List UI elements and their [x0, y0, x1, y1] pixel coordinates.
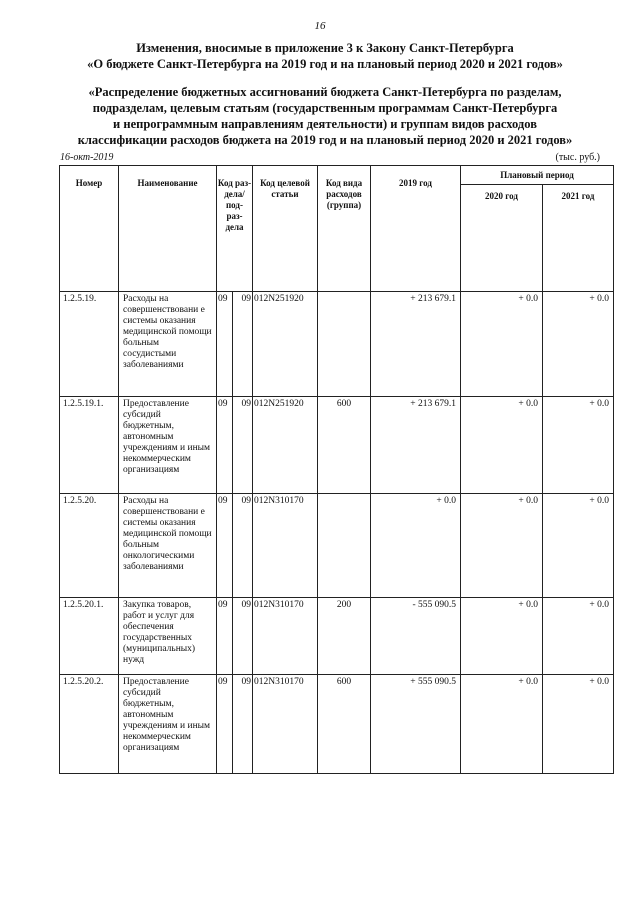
header-number: Номер: [60, 166, 119, 292]
row-number: 1.2.5.20.1.: [60, 598, 119, 675]
row-2020: + 0.0: [461, 292, 543, 397]
row-subsection: 09: [233, 494, 253, 598]
header-planned-period: Плановый период: [461, 166, 614, 185]
row-number: 1.2.5.19.: [60, 292, 119, 397]
row-2019: + 555 090.5: [371, 675, 461, 774]
row-target: 012N310170: [253, 675, 318, 774]
row-2020: + 0.0: [461, 397, 543, 494]
document-title: [60, 40, 590, 72]
row-target: 012N251920: [253, 397, 318, 494]
row-target: 012N251920: [253, 292, 318, 397]
row-section: 09: [217, 675, 233, 774]
row-section: 09: [217, 397, 233, 494]
row-2019: + 213 679.1: [371, 397, 461, 494]
header-2021: 2021 год: [543, 185, 614, 292]
row-section: 09: [217, 598, 233, 675]
row-2021: + 0.0: [543, 397, 614, 494]
row-target: 012N310170: [253, 494, 318, 598]
table-row: [60, 598, 614, 675]
row-subsection: 09: [233, 397, 253, 494]
row-2021: + 0.0: [543, 292, 614, 397]
row-name: Закупка товаров, работ и услуг для обеспечения государственных (муниципальных) нужд: [119, 598, 217, 675]
row-2019: - 555 090.5: [371, 598, 461, 675]
table-row: [60, 494, 614, 598]
header-name: Наименование: [119, 166, 217, 292]
row-type: [318, 292, 371, 397]
row-2019: + 0.0: [371, 494, 461, 598]
header-target-code: Код целевой статьи: [253, 166, 318, 292]
row-2021: + 0.0: [543, 675, 614, 774]
row-subsection: 09: [233, 598, 253, 675]
subtitle-line-1: «Распределение бюджетных ассигнований бюджета Санкт-Петербурга по разделам,: [88, 85, 562, 99]
row-type: [318, 494, 371, 598]
document-date: 16-окт-2019: [60, 152, 114, 163]
budget-table: [59, 165, 614, 774]
header-section-code: Код раз- дела/ под- раз- дела: [217, 166, 253, 292]
subtitle-line-3: и непрограммным направлениям деятельности) и группам видов расходов: [113, 117, 537, 131]
row-name: Предоставление субсидий бюджетным, автономным учреждениям и иным некоммерческим организациям: [119, 397, 217, 494]
table-row: [60, 675, 614, 774]
row-2020: + 0.0: [461, 598, 543, 675]
header-type-code: Код вида расходов (группа): [318, 166, 371, 292]
row-2019: + 213 679.1: [371, 292, 461, 397]
row-2020: + 0.0: [461, 494, 543, 598]
row-subsection: 09: [233, 292, 253, 397]
row-type: 600: [318, 397, 371, 494]
row-2021: + 0.0: [543, 598, 614, 675]
row-type: 600: [318, 675, 371, 774]
row-section: 09: [217, 292, 233, 397]
header-2019: 2019 год: [371, 166, 461, 292]
row-2020: + 0.0: [461, 675, 543, 774]
subtitle-line-4: классификации расходов бюджета на 2019 год и на плановый период 2020 и 2021 годов»: [77, 133, 573, 147]
row-subsection: 09: [233, 675, 253, 774]
document-subtitle: [60, 84, 590, 148]
row-2021: + 0.0: [543, 494, 614, 598]
row-number: 1.2.5.20.: [60, 494, 119, 598]
units-label: (тыс. руб.): [555, 152, 600, 163]
title-line-2: «О бюджете Санкт-Петербурга на 2019 год и на плановый период 2020 и 2021 годов»: [87, 57, 563, 71]
row-target: 012N310170: [253, 598, 318, 675]
row-number: 1.2.5.19.1.: [60, 397, 119, 494]
row-name: Предоставление субсидий бюджетным, автономным учреждениям и иным некоммерческим организациям: [119, 675, 217, 774]
table-row: [60, 292, 614, 397]
page-number: 16: [314, 20, 326, 32]
row-name: Расходы на совершенствовани е системы оказания медицинской помощи больным онкологическими заболеваниями: [119, 494, 217, 598]
row-number: 1.2.5.20.2.: [60, 675, 119, 774]
row-name: Расходы на совершенствовани е системы оказания медицинской помощи больным сосудистыми заболеваниями: [119, 292, 217, 397]
row-section: 09: [217, 494, 233, 598]
subtitle-line-2: подразделам, целевым статьям (государственным программам Санкт-Петербурга: [92, 101, 558, 115]
header-2020: 2020 год: [461, 185, 543, 292]
title-line-1: Изменения, вносимые в приложение 3 к Закону Санкт-Петербурга: [136, 41, 514, 55]
row-type: 200: [318, 598, 371, 675]
table-row: [60, 397, 614, 494]
